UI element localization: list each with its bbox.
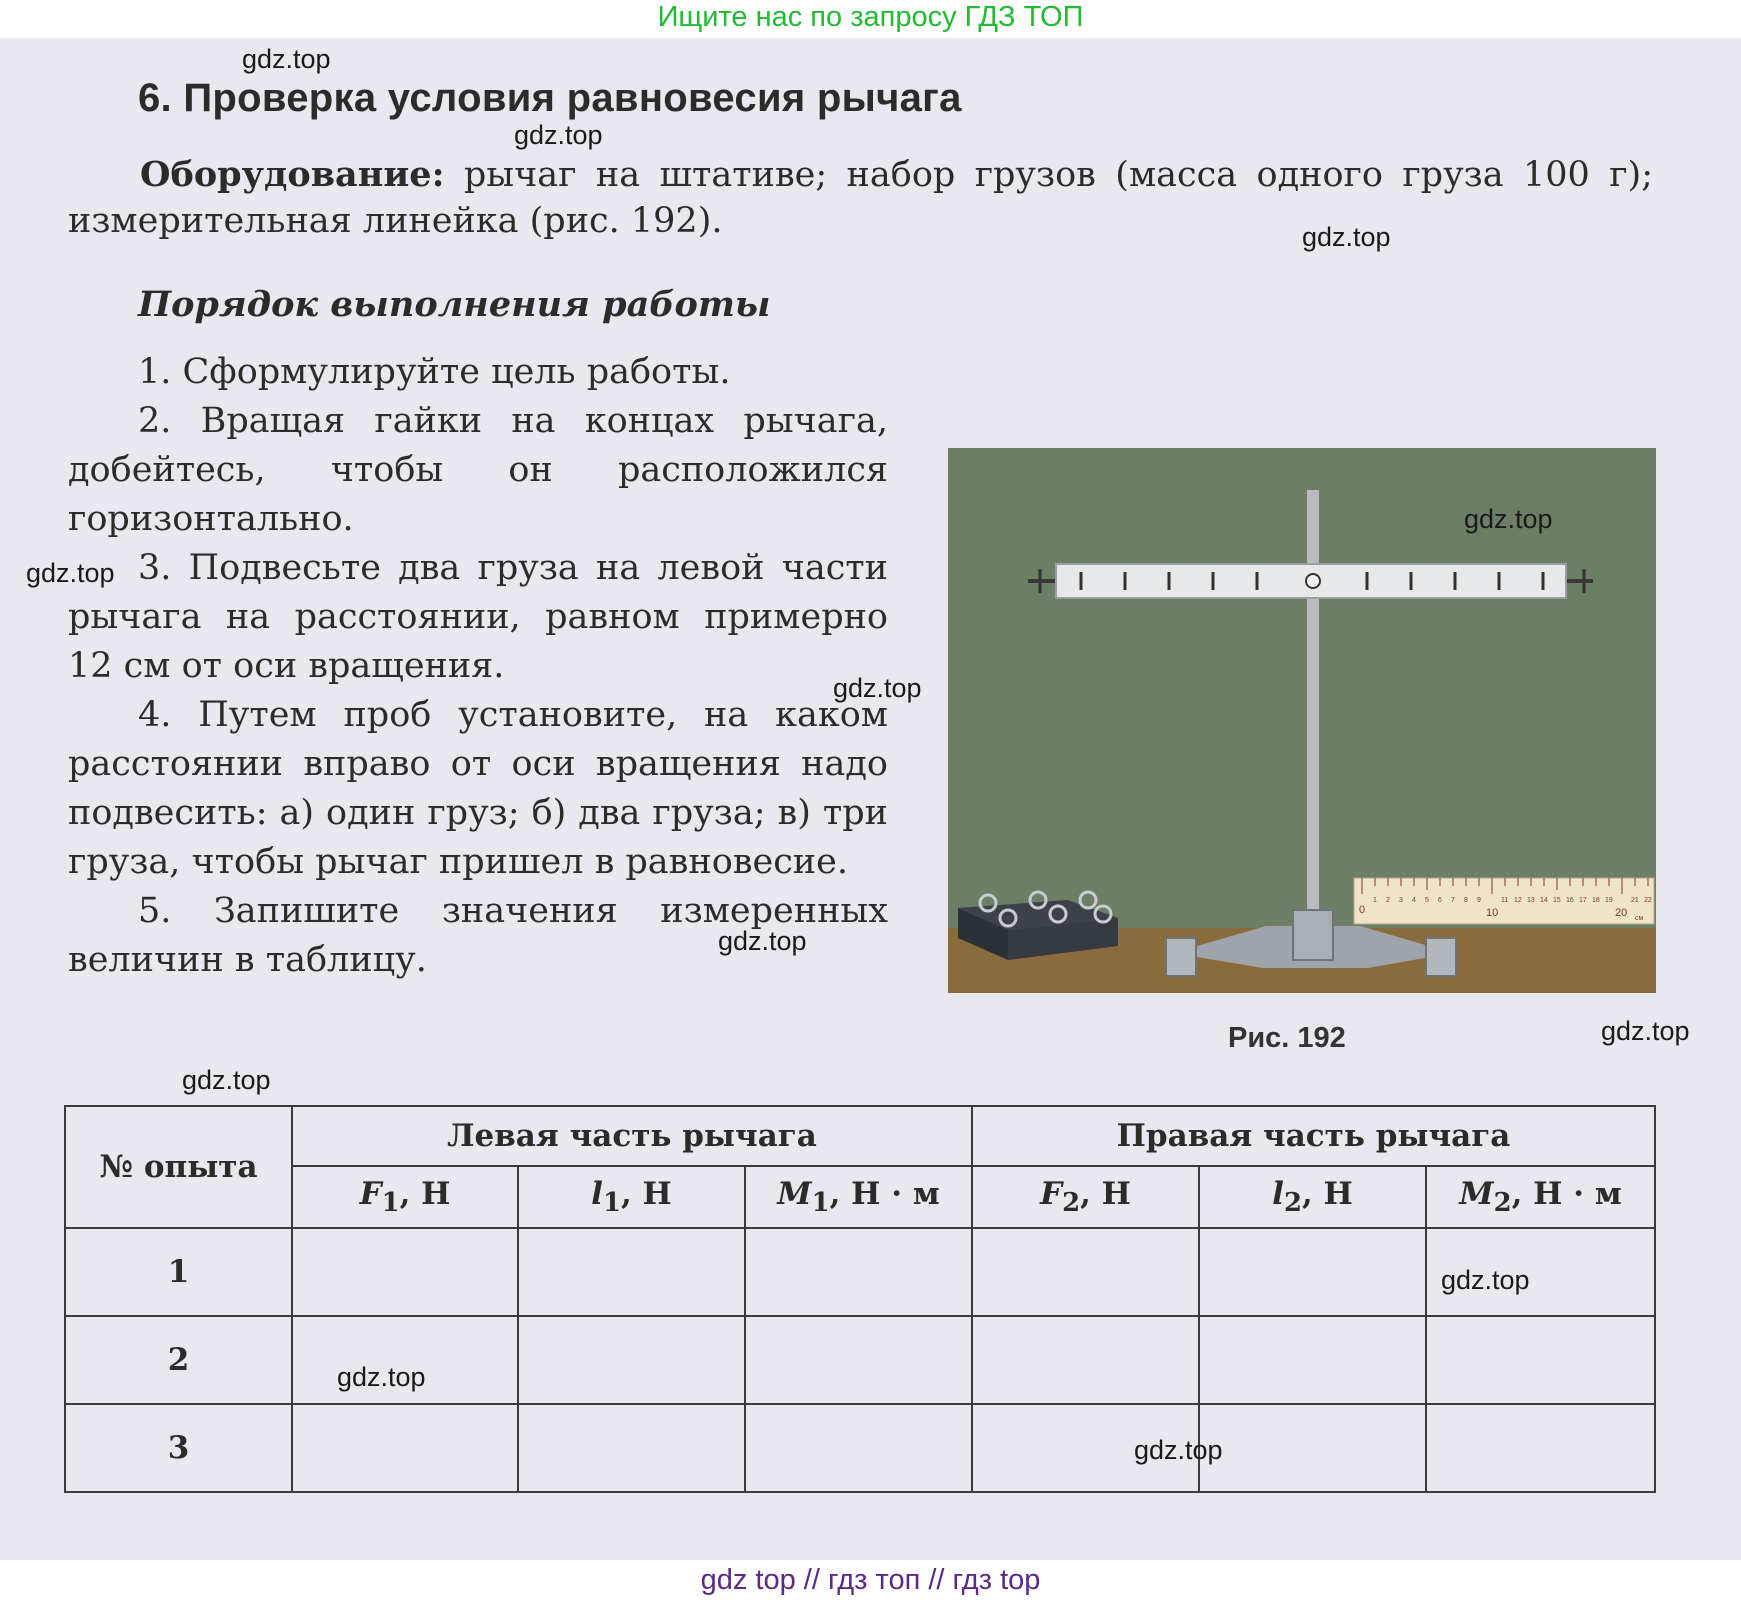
row-number-1: 1 — [65, 1228, 292, 1316]
table-row — [65, 1228, 1655, 1316]
svg-text:21: 21 — [1631, 897, 1639, 904]
watermark: gdz.top — [242, 44, 331, 74]
watermark: gdz.top — [1464, 504, 1553, 534]
svg-text:16: 16 — [1566, 897, 1574, 904]
figure-caption: Рис. 192 — [1228, 1022, 1346, 1054]
svg-text:13: 13 — [1527, 897, 1535, 904]
step-5: 5. Запишите значения измеренных величин в таблицу. — [68, 891, 888, 980]
svg-text:5: 5 — [1425, 897, 1429, 904]
header-experiment-number: № опыта — [65, 1106, 292, 1228]
top-banner: Ищите нас по запросу ГДЗ ТОП — [0, 0, 1741, 38]
header-l2: $l_2$, Н — [1199, 1166, 1426, 1228]
procedure-heading: Порядок выполнения работы — [138, 284, 771, 325]
table-cell — [745, 1228, 972, 1316]
equipment-text: рычаг на штативе; набор грузов (масса одного груза 100 г); измерительная линейка (рис. 192). — [68, 155, 1653, 241]
table-cell — [518, 1228, 745, 1316]
svg-text:18: 18 — [1592, 897, 1600, 904]
pivot-circle — [1306, 574, 1320, 588]
table-row — [65, 1316, 1655, 1404]
results-table — [64, 1105, 1656, 1493]
stand-rod — [1307, 490, 1319, 920]
watermark: gdz.top — [1441, 1265, 1530, 1295]
table-cell — [1199, 1404, 1426, 1492]
table-cell — [292, 1404, 518, 1492]
procedure-steps — [68, 348, 888, 985]
svg-text:17: 17 — [1579, 897, 1587, 904]
svg-text:15: 15 — [1553, 897, 1561, 904]
bottom-banner: gdz top // гдз топ // гдз top — [0, 1560, 1741, 1600]
table-header-row-1 — [65, 1106, 1655, 1166]
step-2: 2. Вращая гайки на концах рычага, добейтесь, чтобы он расположился горизонтально. — [68, 401, 888, 539]
watermark: gdz.top — [26, 558, 115, 588]
table-cell — [745, 1404, 972, 1492]
watermark: gdz.top — [182, 1065, 271, 1095]
watermark: gdz.top — [833, 673, 922, 703]
table-row — [65, 1404, 1655, 1492]
table-cell — [1426, 1404, 1655, 1492]
header-m2: $M_2$, Н · м — [1426, 1166, 1655, 1228]
watermark: gdz.top — [1302, 222, 1391, 252]
ruler-label-0: 0 — [1359, 904, 1366, 916]
step-4: 4. Путем проб установите, на каком расстоянии вправо от оси вращения надо подвесить: а) один груз; б) два груза; в) три груза, чтобы рычаг пришел в равновесие. — [68, 695, 888, 882]
svg-text:19: 19 — [1605, 897, 1613, 904]
table-cell — [292, 1228, 518, 1316]
row-number-2: 2 — [65, 1316, 292, 1404]
svg-text:12: 12 — [1514, 897, 1522, 904]
svg-text:4: 4 — [1412, 897, 1416, 904]
step-3: 3. Подвесьте два груза на левой части рычага на расстоянии, равном примерно 12 см от оси вращения. — [68, 548, 888, 686]
table-cell — [1426, 1316, 1655, 1404]
equipment-paragraph — [68, 152, 1653, 244]
header-left-part: Левая часть рычага — [292, 1106, 972, 1166]
svg-text:7: 7 — [1451, 897, 1455, 904]
svg-text:3: 3 — [1399, 897, 1403, 904]
svg-text:14: 14 — [1540, 897, 1548, 904]
ruler-label-20: 20 — [1615, 907, 1628, 919]
table-cell — [1199, 1316, 1426, 1404]
stand-hub — [1293, 910, 1333, 960]
watermark: gdz.top — [1601, 1016, 1690, 1046]
watermark: gdz.top — [514, 120, 603, 150]
svg-text:1: 1 — [1373, 897, 1377, 904]
header-l1: $l_1$, Н — [518, 1166, 745, 1228]
table-header-row-2 — [65, 1166, 1655, 1228]
header-right-part: Правая часть рычага — [972, 1106, 1655, 1166]
table-cell — [972, 1228, 1199, 1316]
ruler-label-10: 10 — [1486, 907, 1499, 919]
table-cell — [518, 1404, 745, 1492]
svg-text:2: 2 — [1386, 897, 1390, 904]
row-number-3: 3 — [65, 1404, 292, 1492]
svg-text:8: 8 — [1464, 897, 1468, 904]
header-m1: $M_1$, Н · м — [745, 1166, 972, 1228]
equipment-label: Оборудование: — [140, 154, 445, 195]
table-cell — [518, 1316, 745, 1404]
stand-foot-right — [1426, 938, 1456, 976]
table-cell — [1199, 1228, 1426, 1316]
watermark: gdz.top — [718, 926, 807, 956]
page-title: 6. Проверка условия равновесия рычага — [138, 76, 962, 120]
watermark: gdz.top — [1134, 1435, 1223, 1465]
svg-text:9: 9 — [1477, 897, 1481, 904]
header-f1: $F_1$, Н — [292, 1166, 518, 1228]
header-f2: $F_2$, Н — [972, 1166, 1199, 1228]
svg-text:22: 22 — [1644, 897, 1652, 904]
svg-text:11: 11 — [1501, 897, 1509, 904]
svg-text:6: 6 — [1438, 897, 1442, 904]
table-cell — [972, 1316, 1199, 1404]
watermark: gdz.top — [337, 1362, 426, 1392]
ruler-unit: см — [1635, 915, 1644, 922]
stand-foot-left — [1166, 938, 1196, 976]
step-1: 1. Сформулируйте цель работы. — [138, 352, 731, 392]
table-cell — [745, 1316, 972, 1404]
